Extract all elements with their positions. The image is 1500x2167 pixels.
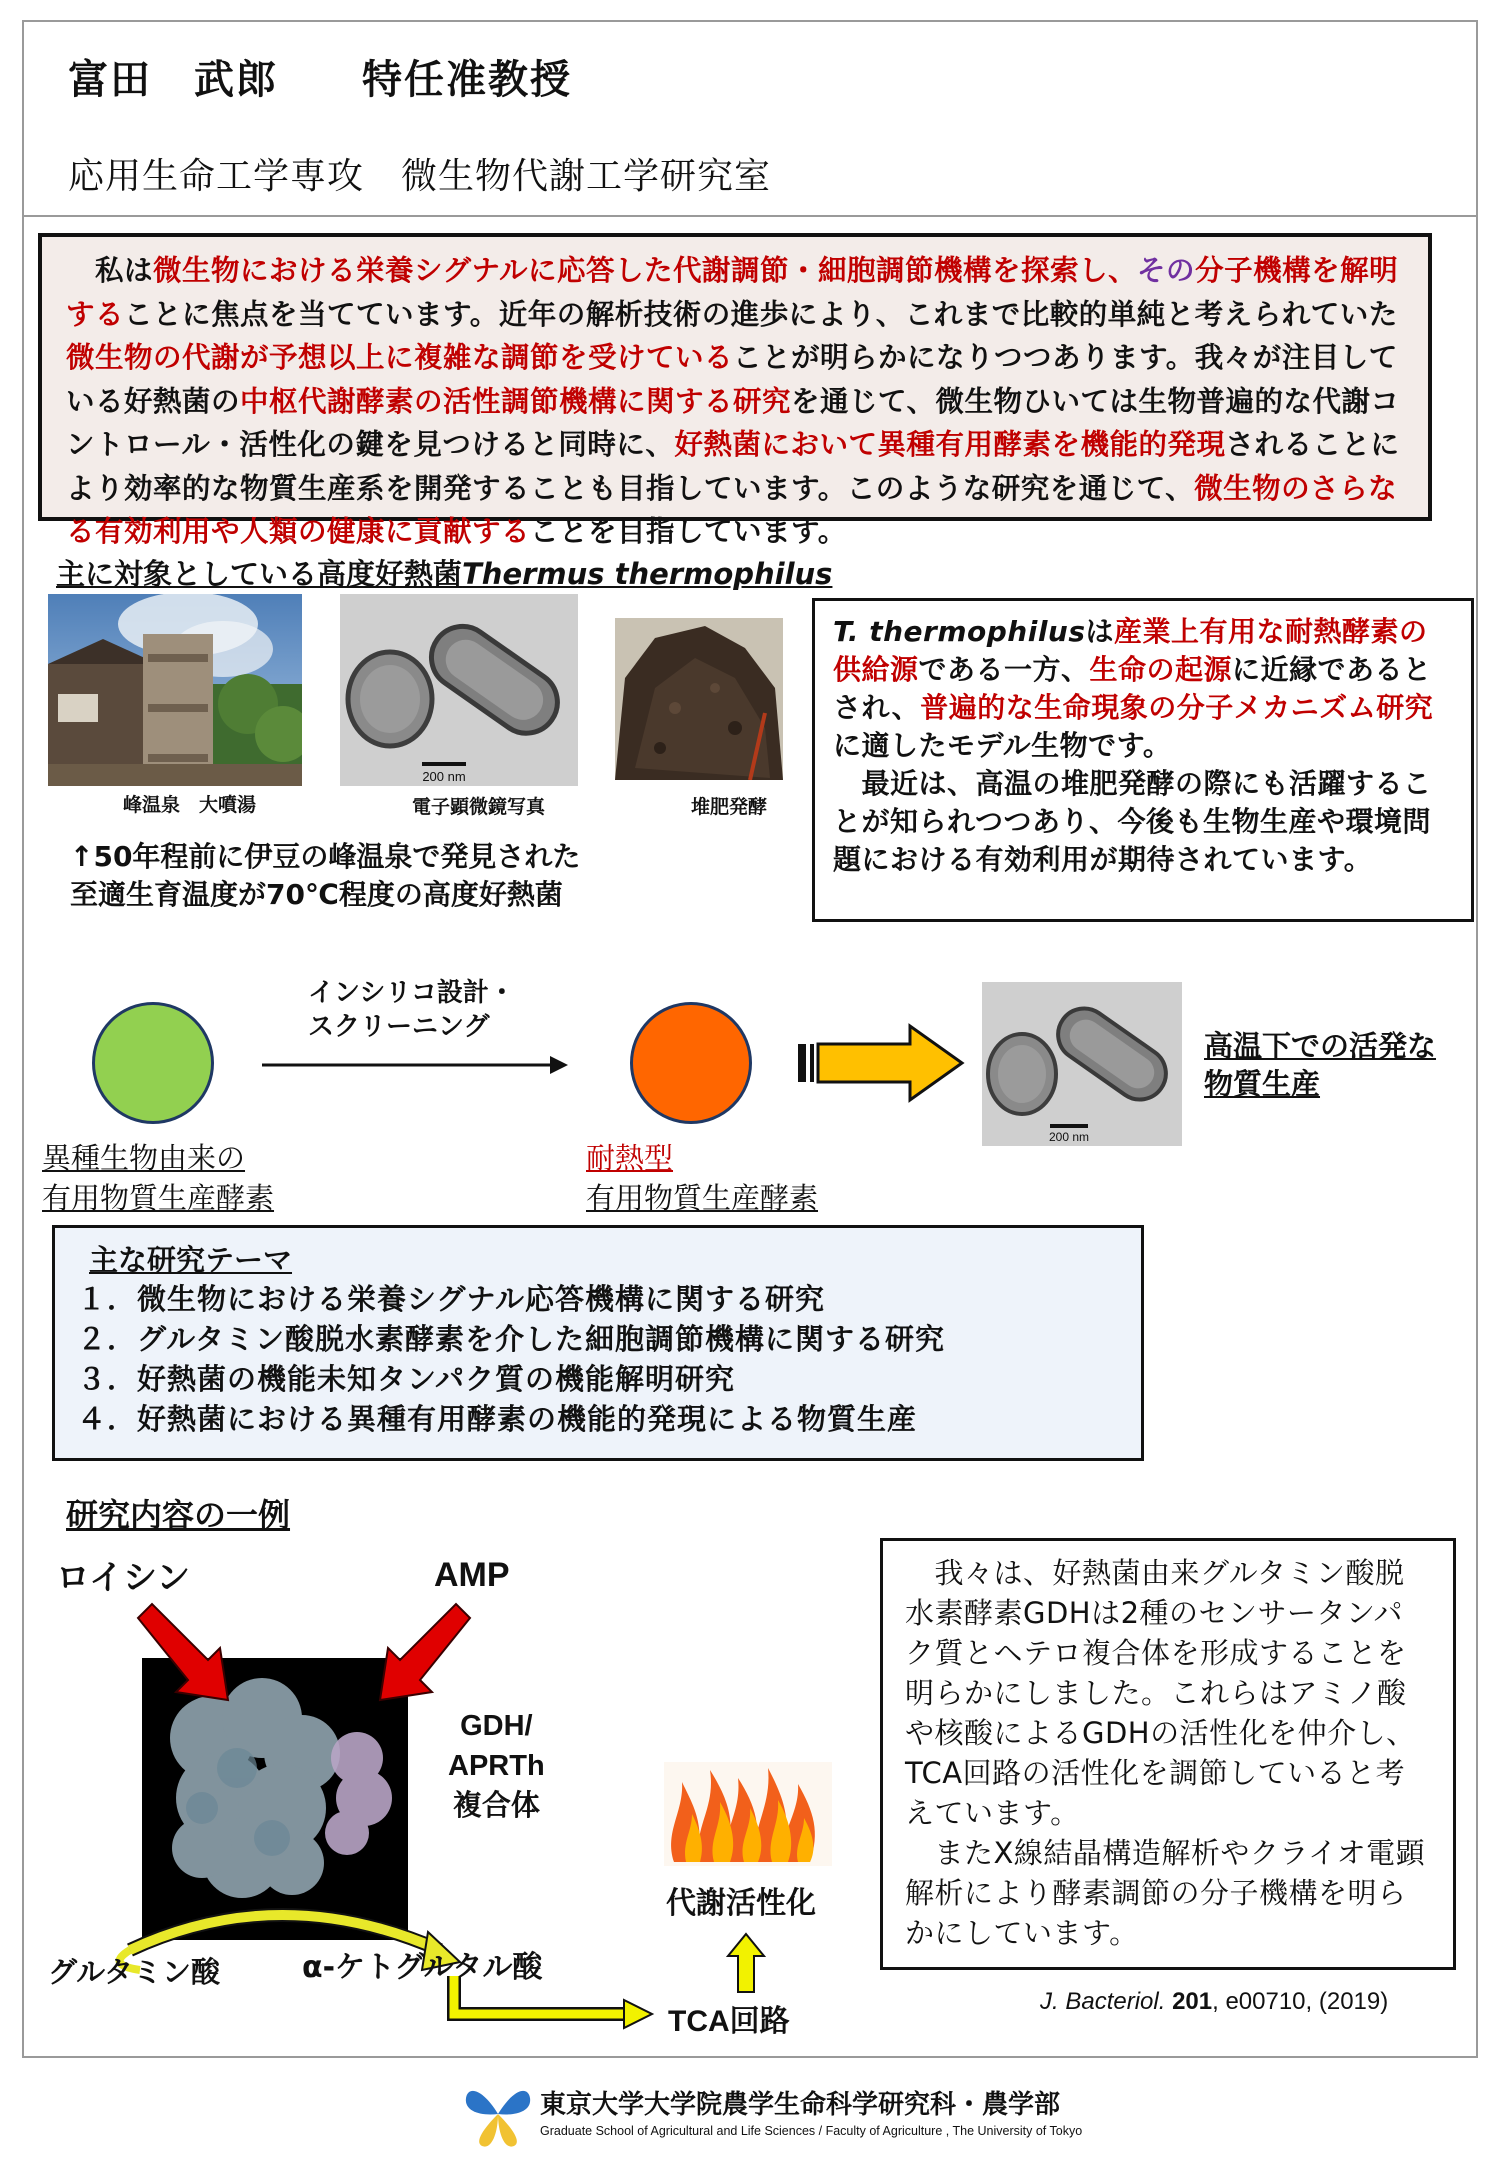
info-text-d: 生命の起源 <box>1089 653 1233 686</box>
source-enzyme-label-2: 有用物質生産酵素 <box>42 1181 275 1215</box>
leucine-label: ロイシン <box>56 1558 191 1598</box>
intro-segment: 微生物における栄養シグナルに応答した代謝調節・細胞調節機構を探索し <box>153 254 1109 287</box>
intro-segment-purple: その <box>1137 254 1196 287</box>
intro-segment: 私は <box>66 254 154 287</box>
hot-spring-caption: 峰温泉 大噴湯 <box>123 794 257 816</box>
leucine-arrow <box>128 1600 238 1710</box>
product-scale-label: 200 nm <box>1048 1130 1090 1144</box>
example-section-title: 研究内容の一例 <box>66 1496 291 1534</box>
electron-micrograph <box>340 594 578 786</box>
reaction-arrows <box>110 1890 470 2100</box>
theme-item: ３．好熱菌の機能未知タンパク質の機能解明研究 <box>77 1362 735 1396</box>
department: 応用生命工学専攻 微生物代謝工学研究室 <box>68 156 772 197</box>
glutamate-label: グルタミン酸 <box>48 1955 220 1989</box>
intro-box <box>38 233 1432 548</box>
intro-segment: 、 <box>1108 254 1138 287</box>
intro-segment: されることにより効率的な物質生産系を開発することも目指しています。このような研究を通じて、 <box>66 428 1400 505</box>
organism-section-title <box>56 552 832 593</box>
intro-segment: ことに焦点を当てています。近年の解析技術の進歩により、これまで比較的単純と考えられていた <box>124 297 1398 331</box>
activation-label: 代謝活性化 <box>666 1886 816 1921</box>
header-divider <box>22 215 1478 217</box>
info-text-c: である一方、 <box>918 653 1090 686</box>
university-name-jp: 東京大学大学院農学生命科学研究科・農学部 <box>540 2090 1061 2120</box>
ketoglutarate-label: α-ケトグルタル酸 <box>302 1950 543 1985</box>
citation-volume: 201 <box>1172 1988 1213 2015</box>
thermostable-enzyme-label: 有用物質生産酵素 <box>586 1181 819 1215</box>
tca-arrow <box>440 1976 660 2056</box>
amp-label: AMP <box>434 1556 510 1594</box>
example-description-box <box>880 1538 1456 1970</box>
compost-caption: 堆肥発酵 <box>691 796 768 818</box>
organism-title-latin: Thermus thermophilus <box>462 557 833 591</box>
intro-segment-red: 分子機構を解明する <box>66 254 1399 331</box>
citation-rest: , e00710, (2019) <box>1212 1988 1389 2015</box>
research-themes-box <box>52 1225 1144 1461</box>
info-text-f: 普遍的な生命現象の分子メカニズム研究 <box>920 691 1434 724</box>
intro-segment: を通じて、微生物ひいては生物普遍的な代謝コントロール・活性化の鍵を見つけると同時に、 <box>66 384 1400 461</box>
green-enzyme-circle <box>92 1002 214 1124</box>
thermostable-label: 耐熱型 <box>586 1141 674 1175</box>
micrograph-scale-label: 200 nm <box>422 769 466 784</box>
thermophilus-info-box <box>812 598 1474 922</box>
source-enzyme-label-1: 異種生物由来の <box>42 1141 246 1175</box>
intro-segment: 微生物の代謝が予想以上に複雑な調節を受けている <box>66 341 734 374</box>
species-name: T. thermophilus <box>833 615 1086 648</box>
micrograph-caption: 電子顕微鏡写真 <box>412 796 546 818</box>
citation <box>1040 1988 1388 2016</box>
product-label-1: 高温下での活発な <box>1204 1029 1437 1063</box>
complex-label: GDH/ APRTh 複合体 <box>448 1710 545 1822</box>
citation-journal: J. Bacteriol. <box>1040 1988 1166 2015</box>
discovery-note: ↑50年程前に伊豆の峰温泉で発見された至適生育温度が70℃程度の高度好熱菌 <box>70 840 581 911</box>
university-name-en: Graduate School of Agricultural and Life Sciences / Faculty of Agriculture , The University of Tokyo <box>540 2124 1083 2138</box>
info-text-b: 産業上有用な耐熱酵素の供給源 <box>833 615 1428 686</box>
product-label-2: 物質生産 <box>1204 1067 1321 1101</box>
amp-arrow <box>370 1600 480 1710</box>
info-text-e: に近縁であるとされ、 <box>833 653 1432 724</box>
flame-icon <box>664 1762 832 1866</box>
product-micrograph <box>982 982 1182 1146</box>
name-title: 富田 武郎 特任准教授 <box>68 57 572 103</box>
intro-segment: ことが明らかになりつつあります。我々が注目している好熱菌の <box>66 341 1398 418</box>
organism-title-jp: 主に対象としている高度好熱菌 <box>56 557 463 591</box>
hot-spring-photo <box>48 594 302 786</box>
flow-arrow-1 <box>262 1050 572 1080</box>
intro-segment: 微生物のさらなる有効利用や人類の健康に貢献する <box>66 471 1398 548</box>
tca-label: TCA回路 <box>668 2005 790 2038</box>
info-text-p2: 最近は、高温の堆肥発酵の際にも活躍することが知られつつあり、今後も生物生産や環境問題における有効利用が期待されています。 <box>833 767 1432 876</box>
activation-arrow <box>724 1932 768 1994</box>
university-logo-icon <box>462 2078 534 2150</box>
theme-item: ４．好熱菌における異種有用酵素の機能的発現による物質生産 <box>77 1402 918 1436</box>
intro-segment: 中枢代謝酵素の活性調節機構に関する研究 <box>240 384 792 418</box>
theme-item: １．微生物における栄養シグナル応答機構に関する研究 <box>77 1282 825 1316</box>
themes-title: 主な研究テーマ <box>89 1243 293 1277</box>
info-text-g: に適したモデル生物です。 <box>833 729 1172 762</box>
info-text-a: は <box>1085 615 1115 648</box>
intro-text <box>66 254 1399 548</box>
orange-enzyme-circle <box>630 1002 752 1124</box>
example-description: 我々は、好熱菌由来グルタミン酸脱水素酵素GDHは2種のセンサータンパク質とヘテロ複合体を形成することを明らかにしました。これらはアミノ酸や核酸によるGDHの活性化を仲介し、TCA回路の活性化を調節していると考えています。 またX線結晶構造解析やクライオ電顕解析により酵素調節の分子機構を明らかにしています。 <box>905 1556 1426 1950</box>
flow-step-label: インシリコ設計・ スクリーニング <box>308 978 515 1042</box>
flow-arrow-2 <box>798 1022 966 1104</box>
intro-segment: 好熱菌において異種有用酵素を機能的発現 <box>674 428 1226 461</box>
theme-item: ２．グルタミン酸脱水素酵素を介した細胞調節機構に関する研究 <box>77 1322 945 1356</box>
compost-photo <box>615 618 783 780</box>
intro-segment: ことを目指しています。 <box>530 515 847 548</box>
